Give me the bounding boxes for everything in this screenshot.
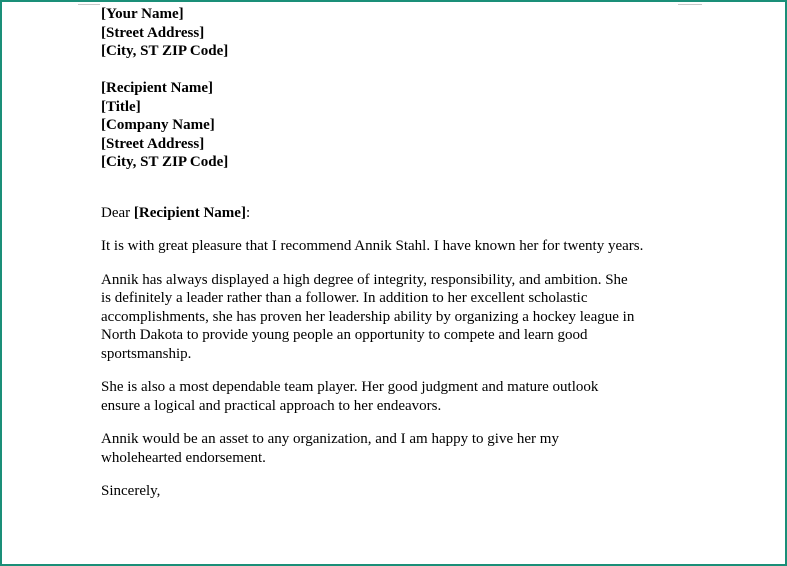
body-paragraph-2: [101, 271, 701, 364]
recipient-company: [Company Name]: [101, 117, 215, 133]
paragraph-line: wholehearted endorsement.: [101, 449, 266, 466]
paragraph-line: Annik would be an asset to any organization, and I am happy to give her my: [101, 431, 559, 447]
sender-city: [City, ST ZIP Code]: [101, 43, 229, 59]
recipient-city: [City, ST ZIP Code]: [101, 154, 229, 170]
paragraph-line: Annik has always displayed a high degree of integrity, responsibility, and ambition. She: [101, 271, 628, 288]
body-paragraph-4: [101, 430, 701, 467]
salutation-prefix: Dear: [101, 204, 134, 221]
paragraph-line: North Dakota to provide young people an opportunity to compete and learn good: [101, 327, 588, 343]
body-paragraph-1: [101, 237, 701, 256]
paragraph-line: is definitely a leader rather than a follower. In addition to her excellent scholastic: [101, 290, 588, 306]
salutation-suffix: :: [245, 204, 251, 221]
sender-name: [Your Name]: [101, 6, 184, 22]
paragraph-line: ensure a logical and practical approach to her endeavors.: [101, 397, 442, 414]
salutation: [101, 204, 701, 223]
body-paragraph-3: [101, 378, 701, 415]
recipient-street: [Street Address]: [101, 135, 205, 152]
recipient-title: [Title]: [101, 98, 141, 115]
salutation-recipient-name: [Recipient Name]: [133, 204, 246, 221]
recipient-address-block: [101, 79, 701, 172]
paragraph-line: She is also a most dependable team player. Her good judgment and mature outlook: [101, 379, 599, 395]
paragraph-line: sportsmanship.: [101, 345, 192, 362]
letter-document: [101, 5, 701, 501]
paragraph-line: accomplishments, she has proven her leadership ability by organizing a hockey league in: [101, 308, 635, 325]
closing-text: Sincerely,: [101, 483, 161, 499]
recipient-name: [Recipient Name]: [101, 80, 214, 96]
page-edge-mark-left: [78, 4, 100, 5]
sender-street: [Street Address]: [101, 24, 205, 41]
sender-address-block: [101, 5, 701, 61]
paragraph-line: It is with great pleasure that I recommend Annik Stahl. I have known her for twenty years.: [101, 238, 644, 254]
closing: [101, 482, 701, 501]
